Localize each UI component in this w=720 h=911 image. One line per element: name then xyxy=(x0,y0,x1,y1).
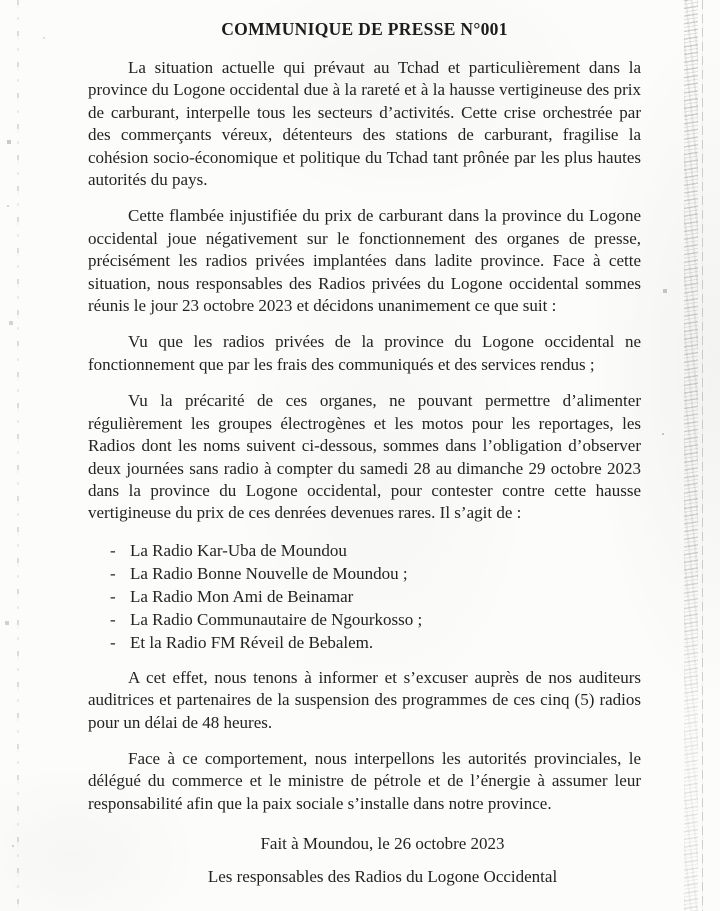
dash-marker: - xyxy=(110,632,116,652)
radio-name: La Radio Mon Ami de Beinamar xyxy=(130,586,354,606)
radio-name: La Radio Communautaire de Ngourkosso ; xyxy=(130,609,423,629)
paragraph-situation: La situation actuelle qui prévaut au Tchad et particulièrement dans la province du Logone occidental due à la rareté et à la hausse vertigineuse des prix de carburant, interpelle tous les secteurs d’activités. Cette crise orchestrée par des commerçants véreux, détenteurs des stations de carburant, fragilise la cohésion socio-économique et politique du Tchad tant prônée par les plus hautes autorités du pays. xyxy=(88,58,641,190)
document-body xyxy=(88,18,641,888)
dash-marker: - xyxy=(110,586,116,606)
signature-line: Les responsables des Radios du Logone Occidental xyxy=(207,867,558,887)
closing-block xyxy=(106,833,659,888)
radio-list-item xyxy=(110,539,641,562)
dash-marker: - xyxy=(110,609,116,629)
radio-name: La Radio Kar-Uba de Moundou xyxy=(130,540,347,560)
dash-marker: - xyxy=(110,540,116,560)
scan-right-edge-line xyxy=(702,0,703,911)
paragraph-flambee: Cette flambée injustifiée du prix de carburant dans la province du Logone occidental joue négativement sur le fonctionnement des organes de presse, précisément les radios privées implantées dans ladite province. Face à cette situation, nous responsables des Radios privées du Logone occidental sommes réunis le jour 23 octobre 2023 et décidons unanimement ce que suit : xyxy=(88,206,641,316)
scan-left-crease-artifact xyxy=(17,0,19,911)
radio-name: Et la Radio FM Réveil de Bebalem. xyxy=(130,632,374,652)
paragraph-a-cet-effet: A cet effet, nous tenons à informer et s’excuser auprès de nos auditeurs auditrices et partenaires de la suspension des programmes de ces cinq (5) radios pour un délai de 48 heures. xyxy=(88,667,641,732)
paragraph-vu-que: Vu que les radios privées de la province du Logone occidental ne fonctionnement que par les frais des communiqués et des services rendus ; xyxy=(88,332,641,374)
radio-list-item xyxy=(110,631,641,654)
page-title: COMMUNIQUE DE PRESSE N°001 xyxy=(221,19,508,39)
dash-marker: - xyxy=(110,563,116,583)
dateline: Fait à Moundou, le 26 octobre 2023 xyxy=(260,834,505,854)
scan-specks xyxy=(0,0,2,2)
paragraph-vu-precarite: Vu la précarité de ces organes, ne pouvant permettre d’alimenter régulièrement les groupes électrogènes et les motos pour les reportages, les Radios dont les noms suivent ci-dessous, sommes dans l’obligation d’observer deux journées sans radio à compter du samedi 28 au dimanche 29 octobre 2023 dans la province du Logone occidental, pour contester contre cette hausse vertigineuse du prix de ces denrées devenues rares. Il s’agit de : xyxy=(88,391,641,523)
radio-list-item xyxy=(110,562,641,585)
radio-list-item xyxy=(110,608,641,631)
radio-name: La Radio Bonne Nouvelle de Moundou ; xyxy=(130,563,408,583)
scan-right-noise-strip xyxy=(684,0,698,911)
radio-list xyxy=(88,539,641,654)
radio-list-item xyxy=(110,585,641,608)
paragraph-face-comportement: Face à ce comportement, nous interpellons les autorités provinciales, le délégué du commerce et le ministre de pétrole et de l’énergie à assumer leur responsabilité afin que la paix sociale s’installe dans notre province. xyxy=(88,748,641,813)
